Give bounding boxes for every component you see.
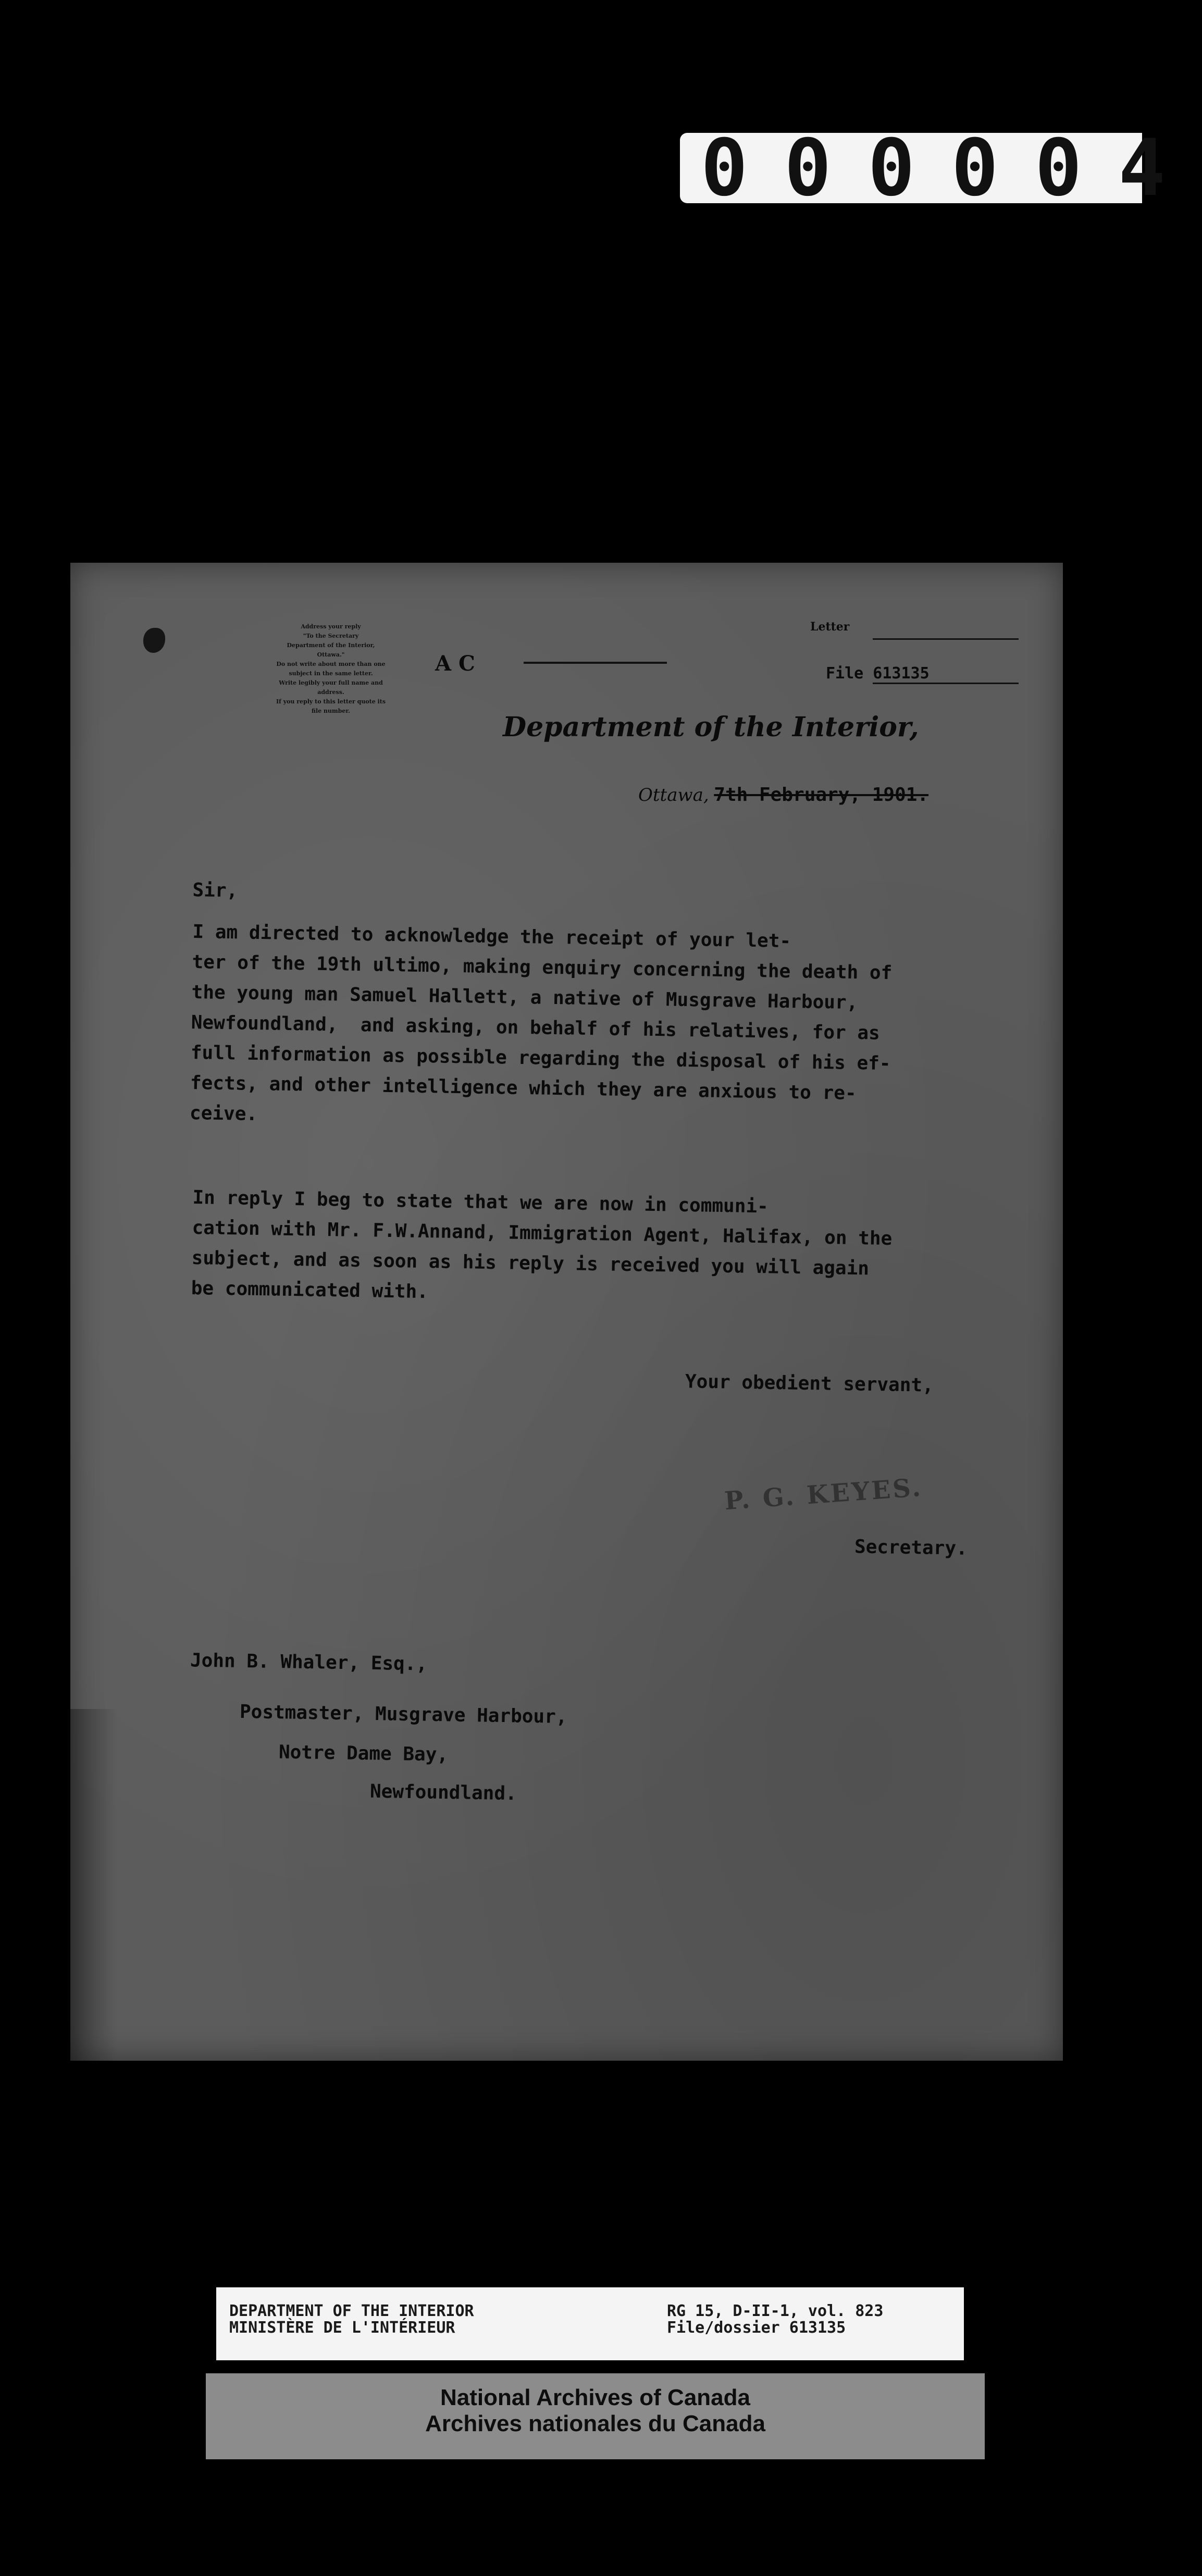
archive-reference-label bbox=[216, 2287, 964, 2360]
department-english: DEPARTMENT OF THE INTERIOR bbox=[229, 2302, 474, 2320]
paragraph-1 bbox=[190, 917, 1006, 1141]
frame-number: 000004 bbox=[701, 122, 1202, 214]
page-shadow bbox=[70, 1709, 117, 2061]
frame-counter bbox=[680, 122, 1202, 214]
recipient-line: John B. Whaler, Esq., bbox=[190, 1650, 428, 1675]
signatory-title: Secretary. bbox=[854, 1536, 968, 1559]
department-french: MINISTÈRE DE L'INTÉRIEUR bbox=[229, 2319, 455, 2337]
paragraph-2 bbox=[191, 1183, 1005, 1316]
file-number: File 613135 bbox=[826, 664, 930, 683]
address-note-line: Address your reply bbox=[301, 623, 361, 630]
punch-hole bbox=[143, 628, 165, 653]
national-archives-banner bbox=[206, 2373, 985, 2459]
recipient-line: Postmaster, Musgrave Harbour, bbox=[239, 1701, 567, 1728]
address-note-line: subject in the same letter. bbox=[289, 670, 373, 677]
address-note-line: "To the Secretary bbox=[303, 633, 359, 639]
letter-number-label: Letter bbox=[810, 620, 850, 634]
archive-department bbox=[229, 2303, 474, 2336]
paragraph-2-text: In reply I beg to state that we are now in communi- cation with Mr. F.W.Annand, Immigration Agent, Halifax, on the subject, and as soon as his reply is received you will again be communicated with. bbox=[191, 1186, 893, 1303]
paragraph-1-text: I am directed to acknowledge the receipt of your let- ter of the 19th ultimo, making enquiry concerning the death of the young man Samuel Hallett, a native of Musgrave Harbour, Newfoundland, and asking, on behalf of his relatives, for as full information as possible regarding the disposal of his ef- fects, and other intelligence which they are anxious to re- ceive. bbox=[189, 921, 893, 1125]
place: Ottawa, bbox=[638, 785, 709, 806]
address-note-line: Department of the Interior, bbox=[287, 642, 375, 649]
ac-mark: A C bbox=[435, 651, 475, 676]
address-note-line: file number. bbox=[312, 708, 350, 714]
address-instructions bbox=[221, 623, 440, 716]
nac-french: Archives nationales du Canada bbox=[425, 2411, 765, 2436]
letterhead-department: Department of the Interior, bbox=[503, 711, 919, 743]
letter-page bbox=[70, 563, 1063, 2061]
letter-number-rule bbox=[873, 638, 1019, 640]
address-note-line: Ottawa." bbox=[317, 651, 345, 658]
archive-reference bbox=[667, 2303, 883, 2336]
address-note-line: If you reply to this letter quote its bbox=[276, 698, 386, 705]
date: 7th February, 1901. bbox=[714, 784, 929, 806]
nac-english: National Archives of Canada bbox=[440, 2385, 750, 2410]
salutation: Sir, bbox=[192, 879, 238, 902]
signature-stamp: P. G. KEYES. bbox=[723, 1472, 924, 1516]
place-date bbox=[638, 784, 928, 806]
recipient-line: Notre Dame Bay, bbox=[278, 1741, 449, 1766]
closing: Your obedient servant, bbox=[685, 1371, 934, 1396]
file-dossier: File/dossier 613135 bbox=[667, 2319, 846, 2337]
header-rule bbox=[524, 662, 667, 664]
record-group: RG 15, D-II-1, vol. 823 bbox=[667, 2302, 884, 2320]
file-number-rule bbox=[873, 683, 1019, 684]
recipient-line: Newfoundland. bbox=[369, 1780, 517, 1805]
address-note-line: address. bbox=[317, 689, 344, 696]
address-note-line: Do not write about more than one bbox=[276, 661, 386, 667]
address-note-line: Write legibly your full name and bbox=[279, 679, 383, 686]
